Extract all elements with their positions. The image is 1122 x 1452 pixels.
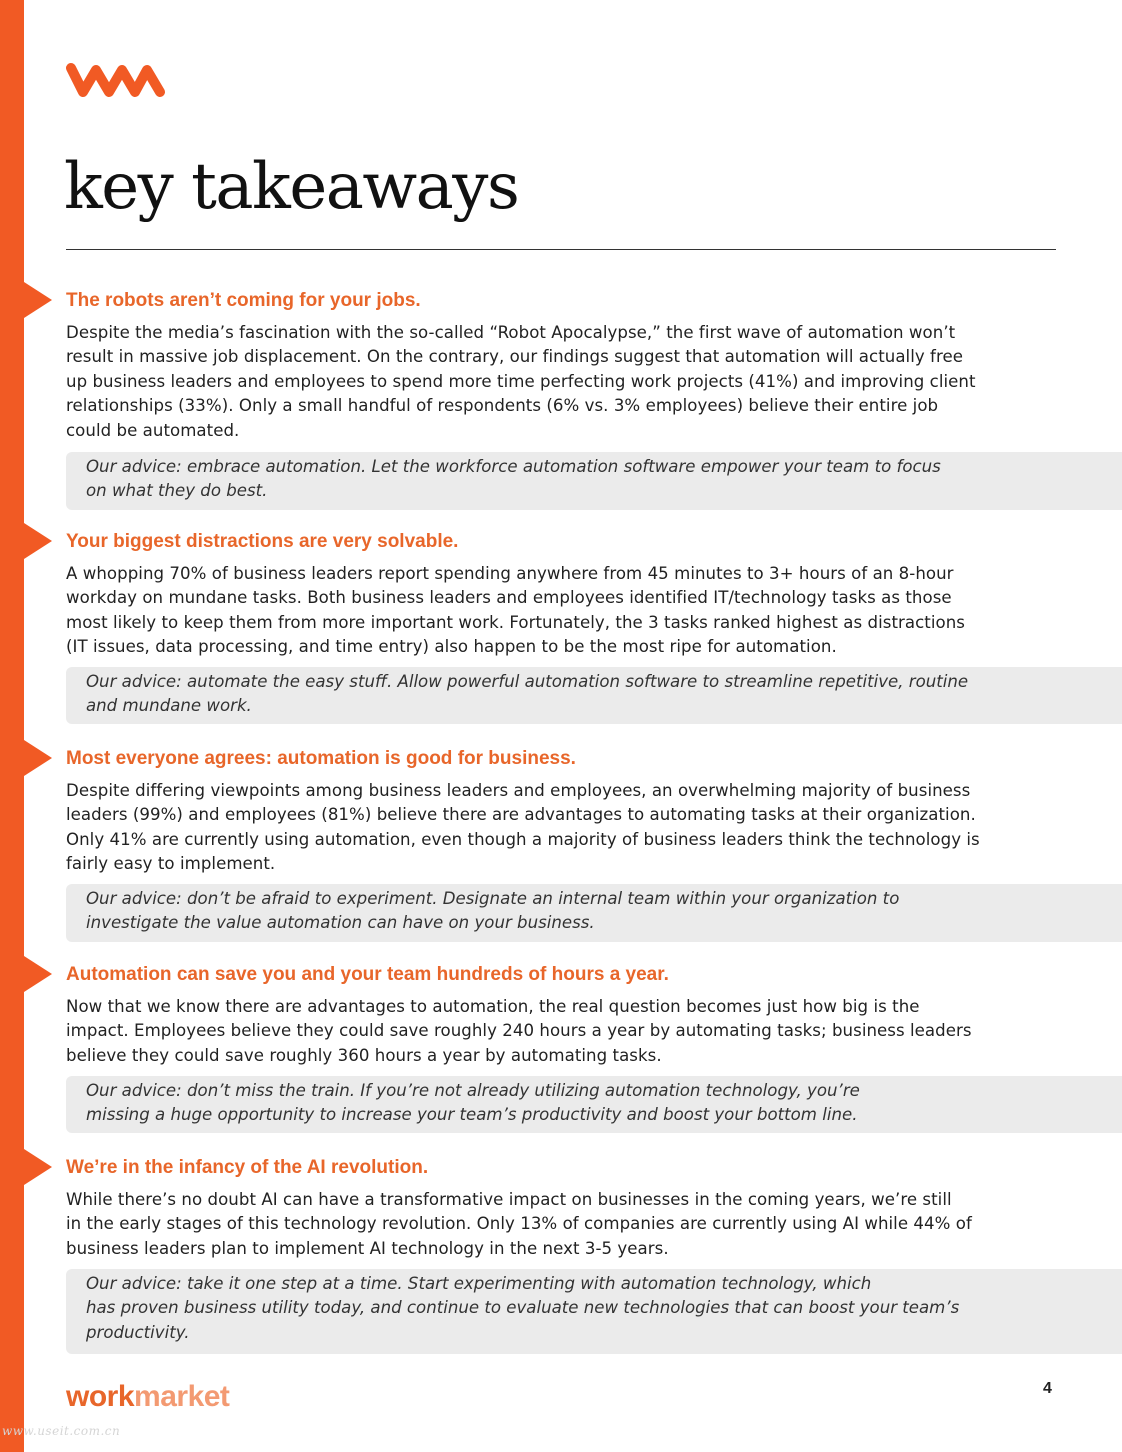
watermark-text: www.useit.com.cn [2, 1424, 121, 1438]
workmarket-footer-logo: workmarket [66, 1380, 230, 1413]
advice-text: Our advice: don’t miss the train. If you’re not already utilizing automation technology, you’re missing a huge opportunity to increase your team’s productivity and boost your bottom line. [86, 1081, 860, 1125]
section-body: While there’s no doubt AI can have a transformative impact on businesses in the coming years, we’re still in the early stages of this technology revolution. Only 13% of companies are currently using AI while 44% of business leaders plan to implement AI technology in the next 3-5 years. [66, 1190, 972, 1258]
page-number: 4 [1043, 1380, 1052, 1397]
arrow-marker-icon [24, 956, 52, 992]
advice-box [66, 1076, 1122, 1133]
advice-text: Our advice: embrace automation. Let the workforce automation software empower your team to focus on what they do best. [86, 457, 941, 501]
section-heading: Your biggest distractions are very solvable. [66, 531, 459, 552]
section-heading: The robots aren’t coming for your jobs. [66, 290, 421, 311]
section-body: Despite the media’s fascination with the so-called “Robot Apocalypse,” the first wave of automation won’t result in massive job displacement. On the contrary, our findings suggest that automation will actually free up business leaders and employees to spend more time perfecting work projects (41%) and improving client relationships (33%). Only a small handful of respondents (6% vs. 3% employees) believe their entire job could be automated. [66, 323, 976, 440]
advice-text: Our advice: take it one step at a time. Start experimenting with automation technology, which has proven business utility today, and continue to evaluate new technologies that can boost your team’s productivity. [86, 1274, 960, 1342]
accent-side-bar [0, 0, 24, 1452]
wm-logo-icon [65, 60, 167, 100]
advice-box [66, 452, 1122, 510]
page-title: key takeaways [64, 150, 519, 224]
arrow-marker-icon [24, 523, 52, 559]
section-heading: Automation can save you and your team hundreds of hours a year. [66, 964, 669, 985]
advice-box [66, 1269, 1122, 1354]
section-heading: Most everyone agrees: automation is good for business. [66, 748, 576, 769]
arrow-marker-icon [24, 282, 52, 318]
advice-text: Our advice: automate the easy stuff. Allow powerful automation software to streamline repetitive, routine and mundane work. [86, 672, 969, 716]
section-body: Now that we know there are advantages to automation, the real question becomes just how big is the impact. Employees believe they could save roughly 240 hours a year by automating tasks; business leaders believe they could save roughly 360 hours a year by automating tasks. [66, 997, 972, 1065]
section-body: A whopping 70% of business leaders report spending anywhere from 45 minutes to 3+ hours of an 8-hour workday on mundane tasks. Both business leaders and employees identified IT/technology tasks as those most likely to keep them from more important work. Fortunately, the 3 tasks ranked highest as distractions (IT issues, data processing, and time entry) also happen to be the most ripe for automation. [66, 564, 965, 657]
advice-box [66, 667, 1122, 724]
title-divider [66, 249, 1056, 250]
arrow-marker-icon [24, 740, 52, 776]
arrow-marker-icon [24, 1149, 52, 1185]
advice-text: Our advice: don’t be afraid to experiment. Designate an internal team within your organization to investigate the value automation can have on your business. [86, 889, 900, 933]
advice-box [66, 884, 1122, 942]
section-body: Despite differing viewpoints among business leaders and employees, an overwhelming majority of business leaders (99%) and employees (81%) believe there are advantages to automating tasks at their organization. Only 41% are currently using automation, even though a majority of business leaders think the technology is fairly easy to implement. [66, 781, 980, 874]
section-heading: We’re in the infancy of the AI revolution. [66, 1157, 429, 1178]
